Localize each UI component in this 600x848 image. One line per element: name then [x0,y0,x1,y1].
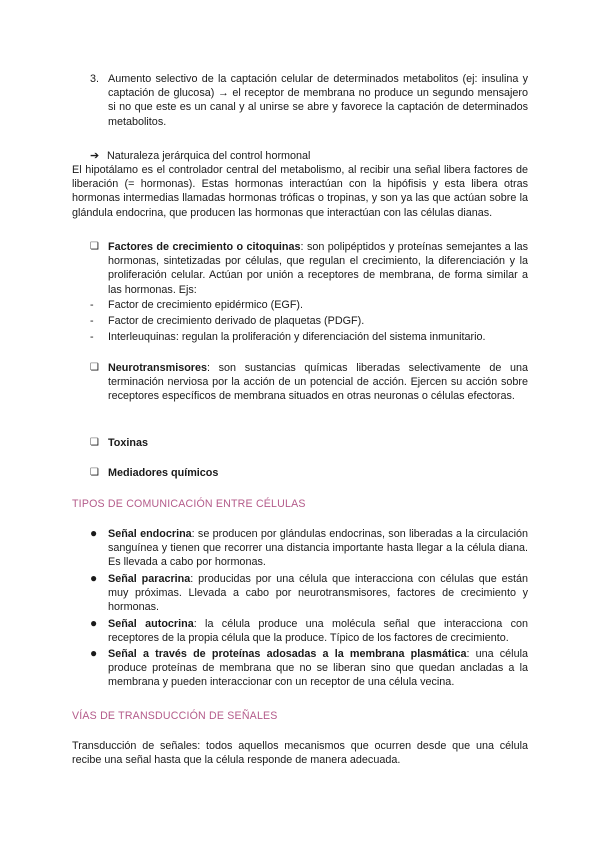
autocrine-text: : la célula produce una molécula señal que interacciona con receptores de la propia célula que la produce. Típico de los factores de crecimiento. [108,618,528,645]
bullet-icon: ● [90,616,98,630]
section-heading-communication: TIPOS DE COMUNICACIÓN ENTRE CÉLULAS [72,498,306,510]
bullet-icon: ● [90,571,98,585]
checkbox-item-toxins [90,436,528,450]
arrow-right-icon: ➔ [90,150,100,162]
dash-item [90,314,528,328]
section-heading-transduction: VÍAS DE TRANSDUCCIÓN DE SEÑALES [72,710,278,722]
bullet-item-membrane-proteins [90,647,528,690]
dash-marker: - [90,299,94,311]
hypothalamus-paragraph: El hipotálamo es el controlador central del metabolismo, al recibir una señal libera factores de liberación (= hormonas). Estas hormonas interactúan con la hipófisis y esta libera otras hormonas intermedias llamadas hormonas tróficas o tropinas, y son ya las que actúan sobre la glándula endocrina, que producen las hormonas que interactúan con las células dianas. [72,164,528,219]
bullet-item-paracrine [90,572,528,615]
checkbox-icon: ❏ [90,467,99,478]
arrow-list-item [90,149,310,163]
membrane-proteins-text: : una célula produce proteínas de membrana que no se liberan sino que quedan ancladas a la membrana y pueden interaccionar con un receptor de una célula vecina. [108,648,528,689]
dash-marker: - [90,315,94,327]
arrow-item-text: Naturaleza jerárquica del control hormonal [107,150,311,162]
endocrine-text: : se producen por glándulas endocrinas, son liberadas a la circulación sanguínea y tienen que recorrer una distancia importante hasta llegar a la célula diana. Es llevada a cabo por hormonas. [108,528,528,569]
term-paracrine: Señal paracrina [108,573,191,585]
example-text: Interleuquinas: regulan la proliferación y diferenciación del sistema inmunitario. [108,331,486,343]
bullet-icon: ● [90,526,98,540]
checkbox-icon: ❏ [90,437,99,448]
term-autocrine: Señal autocrina [108,618,194,630]
numbered-list-item [72,72,528,129]
list-item-text: Aumento selectivo de la captación celular de determinados metabolitos (ej: insulina y captación de glucosa) → el receptor de membrana no produce un segundo mensajero si no que este es un canal y al unirse se abre y favorece la captación de determinados metabolitos. [108,73,528,128]
transduction-paragraph: Transducción de señales: todos aquellos mecanismos que ocurren desde que una célula recibe una señal hasta que la célula responde de manera adecuada. [72,740,528,767]
neurotransmitters-text: : son sustancias químicas liberadas selectivamente de una terminación nerviosa por la acción de un potencial de acción. Ejercen su acción sobre receptores específicos de membrana situados en otras neuronas o células efectoras. [108,362,528,403]
dash-item [90,298,528,312]
checkbox-icon: ❏ [90,362,99,373]
term-growth-factors: Factores de crecimiento o citoquinas [108,241,301,253]
checkbox-item-neurotransmitters [90,361,528,404]
term-membrane-proteins: Señal a través de proteínas adosadas a la membrana plasmática [108,648,467,660]
paracrine-text: : producidas por una célula que interacciona con células que están muy próximas. Llevada a cabo por neurotransmisores, factores de crecimiento y hormonas. [108,573,528,614]
term-toxins: Toxinas [108,437,148,449]
dash-item [90,330,528,344]
list-number: 3. [90,73,100,85]
example-text: Factor de crecimiento derivado de plaquetas (PDGF). [108,315,365,327]
checkbox-item-chemical-mediators [90,466,528,480]
bullet-icon: ● [90,646,98,660]
term-chemical-mediators: Mediadores químicos [108,467,219,479]
checkbox-item-growth-factors [90,240,528,297]
dash-marker: - [90,331,94,343]
term-neurotransmitters: Neurotransmisores [108,362,208,374]
checkbox-icon: ❏ [90,241,99,252]
example-text: Factor de crecimiento epidérmico (EGF). [108,299,304,311]
growth-factors-text: : son polipéptidos y proteínas semejantes a las hormonas, sintetizadas por células, que regulan el crecimiento, la diferenciación y la proliferación celular. Actúan por unión a receptores de membrana, de forma similar a las hormonas. Ejs: [108,241,529,296]
bullet-item-endocrine [90,527,528,570]
bullet-item-autocrine [90,617,528,645]
term-endocrine: Señal endocrina [108,528,192,540]
